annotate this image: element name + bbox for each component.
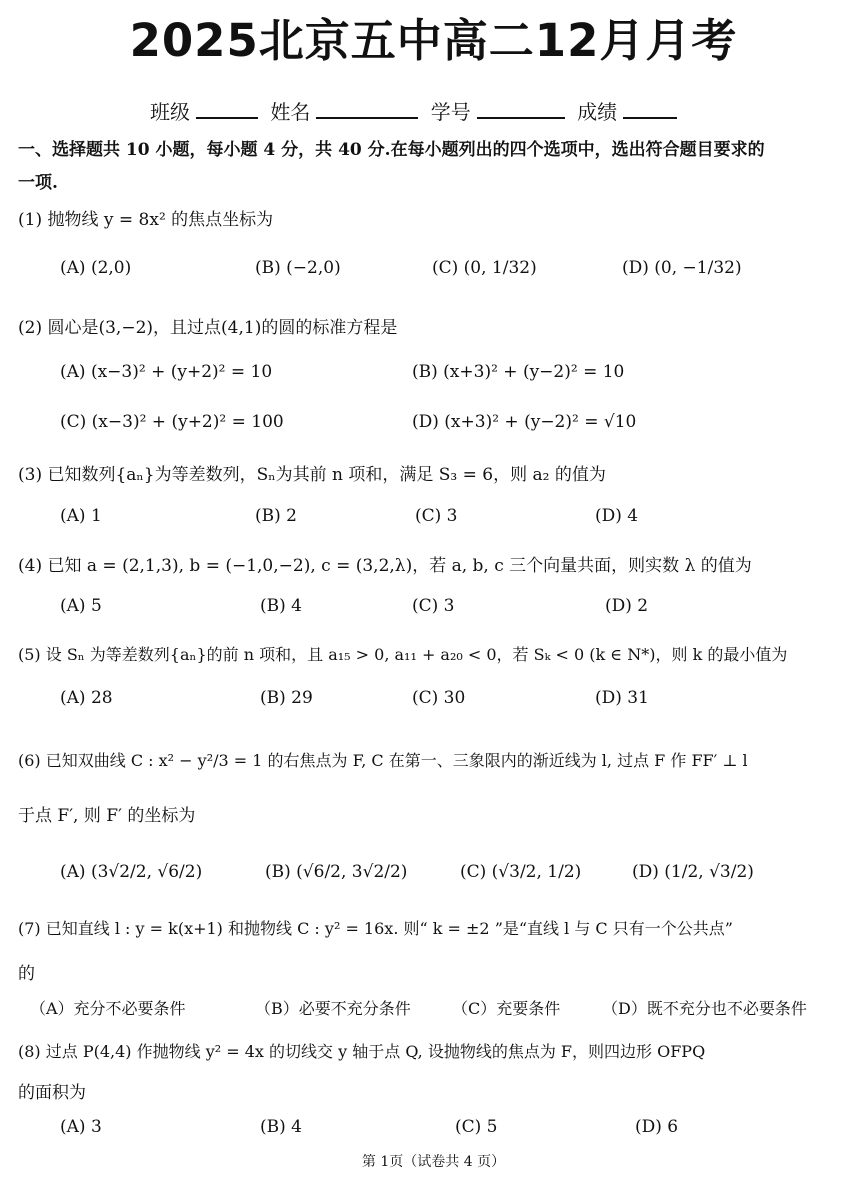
question-4-option-c: (C) 3 (412, 596, 455, 616)
question-6-option-c: (C) (√3/2, 1/2) (460, 862, 582, 882)
question-5-option-d: (D) 31 (595, 688, 649, 708)
name-label: 姓名 (270, 100, 311, 124)
question-5-option-b: (B) 29 (260, 688, 313, 708)
question-6-option-d: (D) (1/2, √3/2) (632, 862, 754, 882)
section-heading-line2: 一项. (18, 173, 58, 193)
question-5-stem: (5) 设 Sₙ 为等差数列{aₙ}的前 n 项和，且 a₁₅ > 0, a₁₁ + a₂₀ < 0，若 Sₖ < 0 (k ∈ N*)，则 k 的最小值为 (18, 645, 788, 664)
question-7-option-b: （B）必要不充分条件 (255, 999, 411, 1018)
question-8-option-b: (B) 4 (260, 1117, 302, 1137)
name-blank (316, 99, 418, 119)
question-2-option-b: (B) (x+3)² + (y−2)² = 10 (412, 362, 625, 382)
section-heading-line1: 一、选择题共 10 小题，每小题 4 分，共 40 分.在每小题列出的四个选项中，选出符合题目要求的 (18, 140, 765, 160)
question-8-option-a: (A) 3 (60, 1117, 102, 1137)
score-label: 成绩 (577, 100, 618, 124)
class-blank (196, 99, 258, 119)
question-4-option-a: (A) 5 (60, 596, 102, 616)
score-blank (623, 99, 677, 119)
question-2-option-c: (C) (x−3)² + (y+2)² = 100 (60, 412, 284, 432)
question-2-option-d: (D) (x+3)² + (y−2)² = √10 (412, 412, 637, 432)
question-7-option-a: （A）充分不必要条件 (30, 999, 186, 1018)
page-footer: 第 1页（试卷共 4 页） (361, 1154, 506, 1170)
question-7-stem-continued: 的 (18, 964, 35, 984)
question-4-option-d: (D) 2 (605, 596, 649, 616)
question-1-option-a: (A) (2,0) (60, 258, 132, 278)
question-2-option-a: (A) (x−3)² + (y+2)² = 10 (60, 362, 273, 382)
class-label: 班级 (150, 100, 190, 124)
question-3-option-a: (A) 1 (60, 506, 102, 526)
question-5-option-a: (A) 28 (60, 688, 113, 708)
question-1-stem: (1) 抛物线 y = 8x² 的焦点坐标为 (18, 210, 274, 230)
question-6-option-b: (B) (√6/2, 3√2/2) (265, 862, 408, 882)
question-7-option-d: （D）既不充分也不必要条件 (602, 999, 807, 1018)
question-8-option-d: (D) 6 (635, 1117, 679, 1137)
question-7-option-c: （C）充要条件 (452, 999, 561, 1018)
question-3-stem: (3) 已知数列{aₙ}为等差数列，Sₙ为其前 n 项和，满足 S₃ = 6，则 a₂ 的值为 (18, 465, 606, 485)
question-5-option-c: (C) 30 (412, 688, 466, 708)
question-6-stem-continued: 于点 F′, 则 F′ 的坐标为 (18, 806, 196, 826)
question-7-stem: (7) 已知直线 l : y = k(x+1) 和抛物线 C : y² = 16x. 则“ k = ±2 ”是“直线 l 与 C 只有一个公共点” (18, 919, 733, 938)
question-1-option-d: (D) (0, −1/32) (622, 258, 742, 278)
question-6-stem: (6) 已知双曲线 C : x² − y²/3 = 1 的右焦点为 F, C 在第一、三象限内的渐近线为 l, 过点 F 作 FF′ ⊥ l (18, 751, 748, 770)
question-8-stem-continued: 的面积为 (18, 1083, 86, 1103)
question-6-option-a: (A) (3√2/2, √6/2) (60, 862, 203, 882)
student-info (150, 96, 683, 125)
id-blank (477, 99, 565, 119)
page-title: 2025北京五中高二12月月考 (129, 14, 738, 67)
id-label: 学号 (430, 100, 471, 124)
question-3-option-c: (C) 3 (415, 506, 458, 526)
question-4-stem: (4) 已知 a = (2,1,3), b = (−1,0,−2), c = (3,2,λ)，若 a, b, c 三个向量共面，则实数 λ 的值为 (18, 556, 752, 576)
question-2-stem: (2) 圆心是(3,−2)，且过点(4,1)的圆的标准方程是 (18, 318, 398, 338)
question-8-option-c: (C) 5 (455, 1117, 498, 1137)
question-3-option-d: (D) 4 (595, 506, 639, 526)
question-3-option-b: (B) 2 (255, 506, 297, 526)
question-1-option-c: (C) (0, 1/32) (432, 258, 537, 278)
question-1-option-b: (B) (−2,0) (255, 258, 341, 278)
question-4-option-b: (B) 4 (260, 596, 302, 616)
question-8-stem: (8) 过点 P(4,4) 作抛物线 y² = 4x 的切线交 y 轴于点 Q, 设抛物线的焦点为 F，则四边形 OFPQ (18, 1042, 706, 1061)
